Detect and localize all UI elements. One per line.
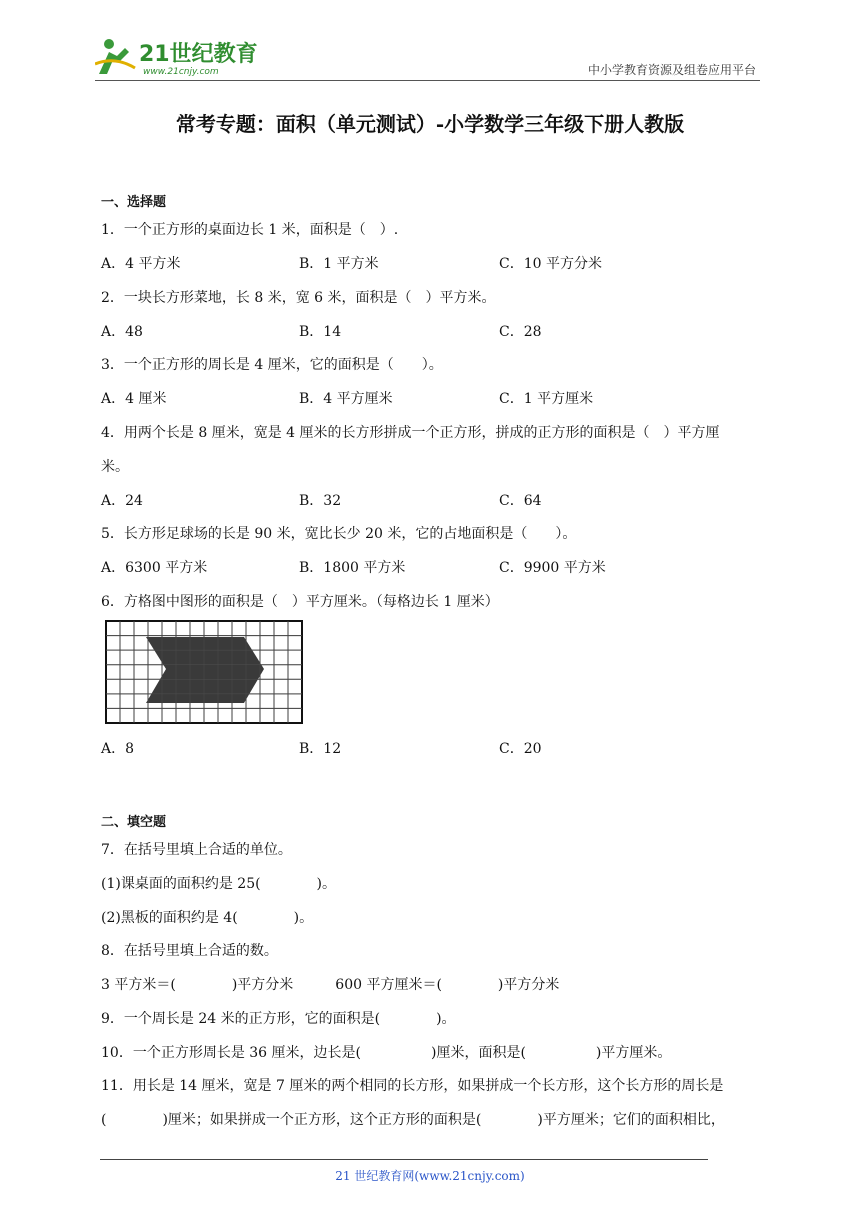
- question-5: 5．长方形足球场的长是 90 米，宽比长少 20 米，它的占地面积是（ ）。: [101, 526, 577, 542]
- option-a: A．24: [101, 493, 143, 509]
- option-b: B．1800 平方米: [299, 560, 406, 576]
- section-heading-choice: 一、选择题: [101, 195, 167, 210]
- question-8: 8．在括号里填上合适的数。: [101, 943, 278, 959]
- question-11: 11．用长是 14 厘米，宽是 7 厘米的两个相同的长方形，如果拼成一个长方形，这个长方形的周长是: [101, 1078, 724, 1094]
- header-divider: [95, 80, 760, 81]
- question-4-continued: 米。: [101, 459, 129, 475]
- question-2: 2．一块长方形菜地，长 8 米，宽 6 米，面积是（ ）平方米。: [101, 290, 496, 306]
- option-a: A．48: [101, 324, 143, 340]
- option-c: C．1 平方厘米: [499, 391, 594, 407]
- question-10: 10．一个正方形周长是 36 厘米，边长是( )厘米，面积是( )平方厘米。: [101, 1045, 672, 1061]
- logo-text: 21世纪教育: [139, 42, 258, 67]
- option-c: C．64: [499, 493, 542, 509]
- question-9: 9．一个周长是 24 米的正方形，它的面积是( )。: [101, 1011, 456, 1027]
- option-a: A．8: [101, 741, 135, 757]
- page-title: 常考专题：面积（单元测试）-小学数学三年级下册人教版: [175, 112, 685, 136]
- option-c: C．28: [499, 324, 542, 340]
- option-c: C．9900 平方米: [499, 560, 606, 576]
- logo-url: www.21cnjy.com: [143, 67, 219, 77]
- section-heading-fill: 二、填空题: [101, 815, 167, 830]
- option-c: C．20: [499, 741, 542, 757]
- grid-figure: [104, 619, 304, 725]
- question-7: 7．在括号里填上合适的单位。: [101, 842, 292, 858]
- option-b: B．14: [299, 324, 342, 340]
- option-b: B．32: [299, 493, 342, 509]
- option-b: B．4 平方厘米: [299, 391, 393, 407]
- question-7-part-1: (1)课桌面的面积约是 25( )。: [101, 876, 337, 892]
- question-7-part-2: (2)黑板的面积约是 4( )。: [101, 910, 314, 926]
- option-a: A．6300 平方米: [101, 560, 208, 576]
- footer-link[interactable]: 21 世纪教育网(www.21cnjy.com): [335, 1169, 525, 1183]
- question-3: 3．一个正方形的周长是 4 厘米，它的面积是（ ）。: [101, 357, 443, 373]
- option-b: B．1 平方米: [299, 256, 379, 272]
- option-a: A．4 平方米: [101, 256, 181, 272]
- question-11-continued: ( )厘米；如果拼成一个正方形，这个正方形的面积是( )平方厘米；它们的面积相比，: [101, 1112, 725, 1128]
- question-1: 1．一个正方形的桌面边长 1 米，面积是（ ）.: [101, 222, 399, 238]
- footer-divider: [100, 1159, 708, 1160]
- question-6: 6．方格图中图形的面积是（ ）平方厘米。（每格边长 1 厘米）: [101, 594, 499, 610]
- option-c: C．10 平方分米: [499, 256, 602, 272]
- option-a: A．4 厘米: [101, 391, 167, 407]
- platform-label: 中小学教育资源及组卷应用平台: [587, 63, 756, 77]
- question-4: 4．用两个长是 8 厘米，宽是 4 厘米的长方形拼成一个正方形，拼成的正方形的面积是（ ）平方厘: [101, 425, 720, 441]
- question-8-items: 3 平方米＝( )平方分米 600 平方厘米＝( )平方分米: [101, 977, 560, 993]
- option-b: B．12: [299, 741, 342, 757]
- site-logo: [95, 34, 265, 78]
